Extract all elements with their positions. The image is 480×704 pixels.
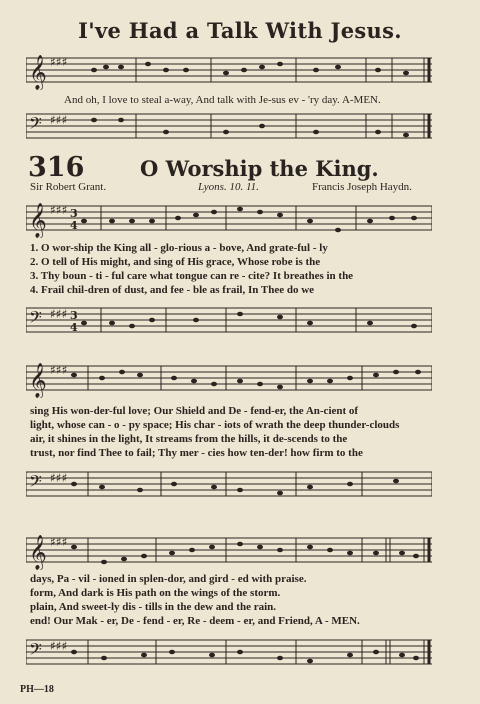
svg-text:3: 3 <box>70 207 78 220</box>
system-2-treble-staff <box>26 360 432 398</box>
system-2-verse-3: air, it shines in the light, It streams from the hills, it de-scends to the <box>30 433 348 445</box>
system-1-verse-2: 2. O tell of His might, and sing of His grace, Whose robe is the <box>30 256 321 268</box>
previous-hymn-lyric: And oh, I love to steal a-way, And talk with Je-sus ev - 'ry day. A-MEN. <box>64 94 381 106</box>
svg-text:♯♯♯: ♯♯♯ <box>50 535 68 549</box>
system-3-treble-staff <box>26 532 432 570</box>
svg-text:𝄢: 𝄢 <box>29 639 42 663</box>
system-1-verse-3: 3. Thy boun - ti - ful care what tongue can re - cite? It breathes in the <box>30 270 354 282</box>
system-1-verse-1: 1. O wor-ship the King all - glo-rious a - bove, And grate-ful - ly <box>30 242 328 254</box>
svg-text:𝄞: 𝄞 <box>29 55 47 90</box>
system-2-verse-2: light, whose can - o - py space; His char - iots of wrath the deep thunder-clouds <box>30 419 400 431</box>
svg-text:𝄞: 𝄞 <box>29 203 47 238</box>
svg-text:♯♯♯: ♯♯♯ <box>50 203 68 217</box>
system-3-verse-3: plain, And sweet-ly dis - tills in the dew and the rain. <box>30 601 277 613</box>
system-2-bass-staff <box>26 464 432 504</box>
system-2-verse-1: sing His won-der-ful love; Our Shield and De - fend-er, the An-cient of <box>30 405 359 417</box>
system-3-verse-4: end! Our Mak - er, De - fend - er, Re - deem - er, and Friend, A - MEN. <box>30 615 360 627</box>
svg-text:♯♯♯: ♯♯♯ <box>50 363 68 377</box>
system-1-verse-4: 4. Frail chil-dren of dust, and fee - ble as frail, In Thee do we <box>30 284 315 296</box>
hymn-title: O Worship the King. <box>140 156 379 181</box>
svg-text:𝄞: 𝄞 <box>29 535 47 570</box>
previous-hymn-bass-staff <box>26 108 432 146</box>
svg-text:4: 4 <box>70 219 78 232</box>
system-3-verse-2: form, And dark is His path on the wings of the storm. <box>30 587 281 599</box>
hymn-composer: Francis Joseph Haydn. <box>312 181 412 193</box>
hymn-number: 316 <box>28 152 85 183</box>
svg-text:𝄢: 𝄢 <box>29 471 42 495</box>
page-footer: PH—18 <box>20 684 54 695</box>
system-1-bass-staff <box>26 300 432 340</box>
svg-text:♯♯♯: ♯♯♯ <box>50 471 68 485</box>
svg-text:4: 4 <box>70 321 78 334</box>
system-3-verse-1: days, Pa - vil - ioned in splen-dor, and gird - ed with praise. <box>30 573 307 585</box>
svg-text:♯♯♯: ♯♯♯ <box>50 307 68 321</box>
svg-text:♯♯♯: ♯♯♯ <box>50 113 68 127</box>
svg-text:𝄢: 𝄢 <box>29 113 42 137</box>
hymn-tune: Lyons. 10. 11. <box>198 181 259 193</box>
system-2-verse-4: trust, nor find Thee to fail; Thy mer - cies how ten-der! how firm to the <box>30 447 363 459</box>
hymn-author: Sir Robert Grant. <box>30 181 107 193</box>
system-3-bass-staff <box>26 632 432 672</box>
svg-text:𝄢: 𝄢 <box>29 307 42 331</box>
previous-hymn-treble-staff <box>26 52 432 90</box>
svg-text:3: 3 <box>70 309 78 322</box>
system-1-treble-staff <box>26 200 432 238</box>
svg-text:♯♯♯: ♯♯♯ <box>50 639 68 653</box>
previous-hymn-title: I've Had a Talk With Jesus. <box>78 18 402 43</box>
svg-text:♯♯♯: ♯♯♯ <box>50 55 68 69</box>
svg-text:𝄞: 𝄞 <box>29 363 47 398</box>
